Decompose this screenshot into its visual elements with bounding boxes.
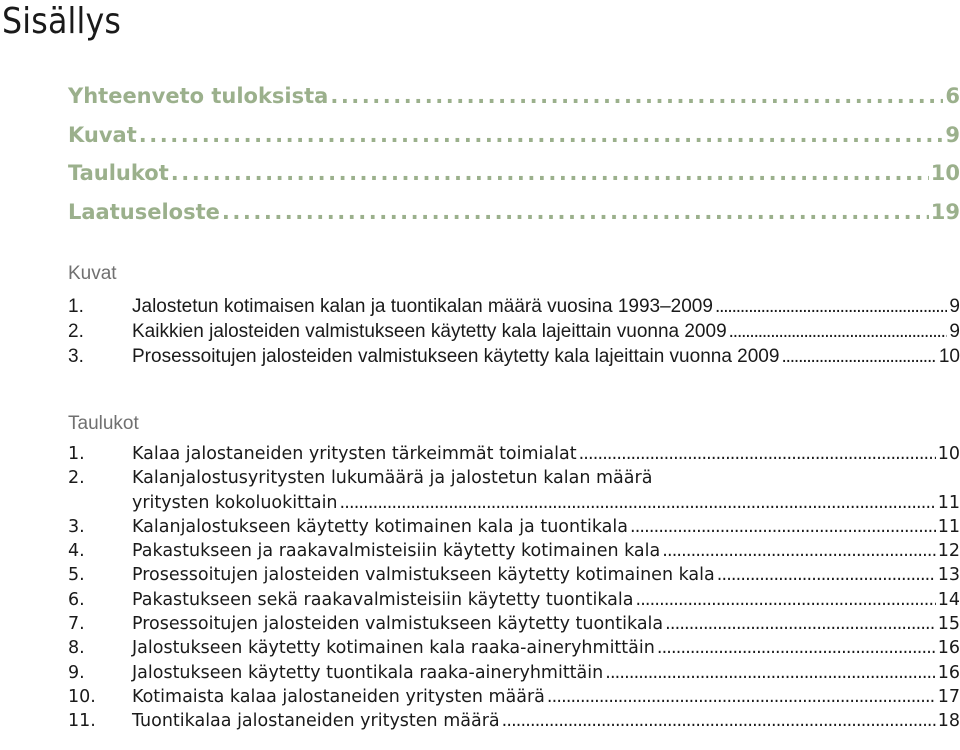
dot-leader — [579, 444, 936, 464]
page-title: Sisällys — [2, 1, 122, 42]
toc-entry-page: 10 — [930, 161, 960, 185]
list-item[interactable] — [68, 468, 960, 492]
toc-entry-label: Kuvat — [68, 122, 137, 147]
toc-entry-label: Taulukot — [68, 161, 169, 185]
tables-heading: Taulukot — [68, 413, 139, 434]
list-item[interactable] — [68, 541, 960, 565]
dot-leader — [222, 200, 929, 224]
dot-leader — [605, 663, 936, 683]
toc-entry-label: Laatuseloste — [68, 199, 220, 224]
item-index: 1. — [68, 444, 85, 464]
dot-leader — [662, 541, 935, 561]
list-item[interactable] — [68, 321, 960, 346]
item-index: 3. — [68, 346, 84, 367]
dot-leader — [715, 296, 947, 318]
toc-entry-summary[interactable] — [68, 84, 960, 123]
item-index: 11. — [68, 711, 96, 732]
item-index: 6. — [68, 589, 85, 610]
dot-leader — [547, 687, 936, 707]
item-index: 2. — [68, 468, 85, 489]
dot-leader — [139, 123, 944, 147]
item-page: 17 — [937, 686, 960, 707]
list-item[interactable] — [68, 614, 960, 638]
item-label: Kaikkien jalosteiden valmistukseen käytetty kala lajeittain vuonna 2009 — [132, 321, 727, 342]
item-page: 10 — [938, 346, 960, 367]
list-item[interactable] — [68, 296, 960, 321]
dot-leader — [635, 590, 935, 610]
item-label: Prosessoitujen jalosteiden valmistukseen käytetty kotimainen kala — [132, 565, 715, 586]
toc-entry-page: 9 — [945, 122, 960, 147]
item-page: 16 — [937, 662, 960, 683]
item-index: 9. — [68, 662, 85, 683]
item-index: 4. — [68, 541, 85, 562]
item-page: 15 — [937, 614, 960, 635]
main-toc — [68, 84, 960, 238]
list-item[interactable] — [68, 687, 960, 711]
item-page: 11 — [937, 492, 960, 513]
item-label: Pakastukseen sekä raakavalmisteisiin käytetty tuontikala — [132, 589, 634, 610]
item-index: 2. — [68, 321, 84, 342]
item-page: 11 — [937, 516, 960, 537]
item-page: 9 — [949, 321, 960, 342]
dot-leader — [340, 493, 936, 513]
figures-list — [68, 296, 960, 371]
item-label: Jalostukseen käytetty tuontikala raaka-aineryhmittäin — [132, 662, 604, 683]
toc-entry-tables[interactable] — [68, 161, 960, 200]
dot-leader — [502, 711, 936, 731]
item-page: 9 — [949, 296, 960, 317]
dot-leader — [630, 517, 936, 537]
item-page: 14 — [937, 589, 960, 610]
item-label: Jalostetun kotimaisen kalan ja tuontikalan määrä vuosina 1993–2009 — [132, 296, 713, 317]
item-label: Kotimaista kalaa jalostaneiden yritysten määrä — [132, 686, 545, 707]
item-index: 5. — [68, 565, 85, 586]
dot-leader — [717, 565, 936, 585]
item-label: Prosessoitujen jalosteiden valmistukseen käytetty tuontikala — [132, 614, 664, 635]
item-label: Kalanjalostusyritysten lukumäärä ja jalostetun kalan määrä — [132, 468, 653, 489]
toc-entry-label: Yhteenveto tuloksista — [68, 84, 329, 108]
list-item[interactable] — [68, 444, 960, 468]
item-label: Pakastukseen ja raakavalmisteisiin käytetty kotimainen kala — [132, 541, 661, 562]
list-item[interactable] — [68, 638, 960, 662]
dot-leader — [781, 346, 936, 368]
item-page: 16 — [937, 638, 960, 659]
item-label: Kalaa jalostaneiden yritysten tärkeimmät toimialat — [132, 444, 577, 464]
item-index: 3. — [68, 516, 85, 537]
list-item[interactable] — [68, 565, 960, 589]
toc-entry-page: 19 — [930, 199, 960, 224]
dot-leader — [665, 614, 936, 634]
item-page: 13 — [937, 565, 960, 586]
list-item-continuation[interactable] — [68, 493, 960, 517]
tables-list — [68, 444, 960, 736]
item-index: 1. — [68, 296, 84, 317]
item-label-continuation: yritysten kokoluokittain — [132, 492, 338, 513]
dot-leader — [171, 161, 929, 185]
item-page: 12 — [937, 541, 960, 562]
item-page: 10 — [937, 444, 960, 464]
dot-leader — [657, 638, 936, 658]
figures-heading: Kuvat — [68, 263, 117, 284]
item-index: 10. — [68, 686, 96, 707]
dot-leader — [729, 321, 948, 343]
list-item[interactable] — [68, 517, 960, 541]
list-item[interactable] — [68, 711, 960, 735]
list-item[interactable] — [68, 663, 960, 687]
item-label: Tuontikalaa jalostaneiden yritysten määrä — [132, 711, 500, 732]
toc-entry-page: 6 — [945, 84, 960, 108]
item-index: 8. — [68, 638, 85, 659]
toc-entry-quality-report[interactable] — [68, 200, 960, 239]
toc-entry-figures[interactable] — [68, 123, 960, 162]
item-label: Kalanjalostukseen käytetty kotimainen kala ja tuontikala — [132, 516, 628, 537]
item-page: 18 — [937, 711, 960, 732]
list-item[interactable] — [68, 590, 960, 614]
item-label: Prosessoitujen jalosteiden valmistukseen käytetty kala lajeittain vuonna 2009 — [132, 346, 780, 367]
dot-leader — [330, 84, 943, 108]
item-label: Jalostukseen käytetty kotimainen kala raaka-aineryhmittäin — [132, 638, 655, 659]
item-index: 7. — [68, 614, 85, 635]
list-item[interactable] — [68, 346, 960, 371]
